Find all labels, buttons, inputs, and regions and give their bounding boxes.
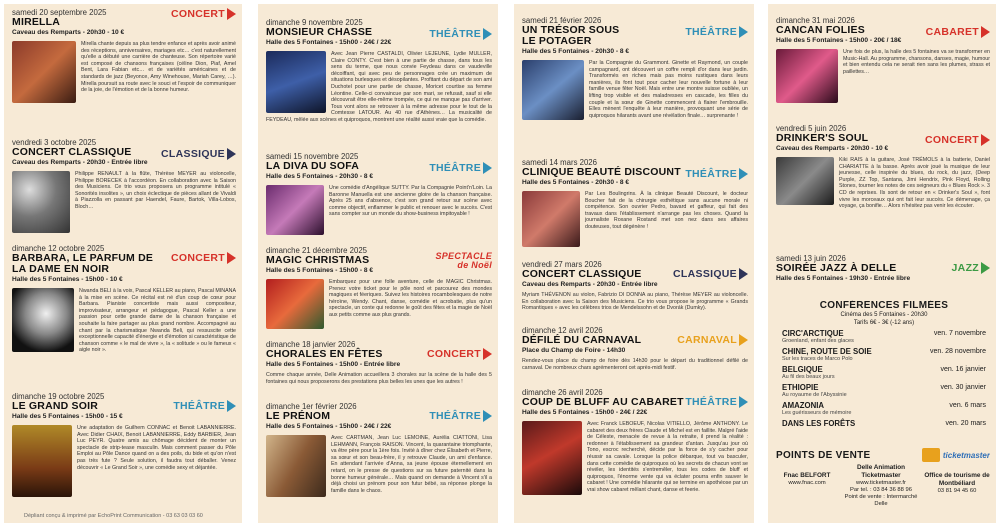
film-name: BELGIQUE bbox=[782, 365, 823, 374]
category-tag bbox=[171, 8, 236, 20]
event-photo bbox=[12, 171, 70, 233]
event-title: CANCAN FOLIES bbox=[776, 24, 865, 36]
event-photo bbox=[776, 157, 834, 205]
event-date: dimanche 1er février 2026 bbox=[266, 402, 357, 411]
tag-label: THÉÂTRE bbox=[429, 162, 481, 174]
event-photo bbox=[266, 51, 326, 113]
event-venue: Halle des 5 Fontaines - 15h00 - 15 € bbox=[12, 413, 123, 420]
event-clinique bbox=[522, 158, 748, 260]
event-date: vendredi 27 mars 2026 bbox=[522, 260, 602, 269]
event-title: CONCERT CLASSIQUE bbox=[522, 268, 642, 280]
ticketmaster-logo: ticketmaster bbox=[942, 450, 990, 460]
event-date: samedi 20 septembre 2025 bbox=[12, 8, 107, 17]
event-venue: Caveau des Remparts - 20h30 - 10 € bbox=[12, 29, 125, 36]
tag-label: CONCERT bbox=[170, 252, 225, 264]
film-name: CIRC'ARCTIQUE bbox=[782, 329, 844, 338]
category-tag bbox=[926, 26, 990, 38]
event-date: dimanche 9 novembre 2025 bbox=[266, 18, 363, 27]
event-date: dimanche 12 octobre 2025 bbox=[12, 244, 105, 253]
event-description: Rendez-vous place du champ de foire dès 14h30 pour le départ du traditionnel défilé de carnaval. De nombreux chars agrémenteront cet après-midi festif. bbox=[522, 358, 748, 371]
film-subtitle: Sur les traces de Marco Polo bbox=[782, 356, 853, 362]
event-title: LA DIVA DU SOFA bbox=[266, 160, 360, 172]
triangle-icon bbox=[739, 334, 748, 346]
event-jazz bbox=[776, 254, 990, 288]
event-title: MONSIEUR CHASSE bbox=[266, 26, 373, 38]
event-description: Une adaptation de Guilhem CONNAC et Benoit LABANNIERRE. Avec Didier CHAIX, Benoit LABANNIERRE, Eddy BARBIER, Jean Luc PEYR. Quatre amis au chômage décident de monter un spectacle de strip-tease masculin. Mais comment passer du Pôle Emploi au Pôle Dance quand on a des poils, du bide et qu'on n'est pas très fute ? Seule solution, il faudra tout déballer. Venez découvrir « Le Grand Soir », une comédie sexy et déjantée. bbox=[77, 425, 236, 471]
triangle-icon bbox=[739, 396, 748, 408]
event-title: SOIRÉE JAZZ À DELLE bbox=[776, 262, 897, 274]
event-venue: Halle des 5 Fontaines - 15h00 - Entrée libre bbox=[266, 361, 401, 368]
event-venue: Halle des 5 Fontaines - 15h00 - 20€ / 18€ bbox=[776, 37, 902, 44]
event-description: Comme chaque année, Delle Animation accueillera 3 chorales sur la scène de la halle des 5 fontaines qui nous proposerons des prestations plus belles les unes que les autres ! bbox=[266, 372, 492, 385]
triangle-icon bbox=[227, 8, 236, 20]
event-description: Une comédie d'Angélique SUTTY. Par la Compagnie Point'n'Loin. La Baronne Manuella est une ancienne gloire de la chanson française. Après 25 ans d'absence, c'est son grand retour sur scène avec comme objectif, enflammer le public et renouer avec le succès. C'est sans compter sur un monde du show-business impitoyable ! bbox=[329, 185, 492, 218]
event-venue: Halle des 5 Fontaines - 20h30 - 8 € bbox=[266, 173, 374, 180]
event-barbara bbox=[12, 244, 236, 388]
event-date: samedi 14 mars 2026 bbox=[522, 158, 597, 167]
event-title: CLINIQUE BEAUTÉ DISCOUNT bbox=[522, 166, 681, 178]
event-monsieur-chasse bbox=[266, 18, 492, 146]
event-venue: Halle des 5 Fontaines - 20h30 - 8 € bbox=[522, 48, 630, 55]
event-description: Myriam THÉVENON au violon, Fabrizio DI DONNA au piano, Thérèse MEYER au violoncelle. En collaboration avec la Saison des Musiciens. Ce trio vous propose le programme « Grands Romantiques » avec les célèbres trios de Mendelssohn et de Dvorák (Dumky). bbox=[522, 292, 748, 312]
triangle-icon bbox=[483, 162, 492, 174]
triangle-icon bbox=[227, 400, 236, 412]
event-title: CHORALES EN FÊTES bbox=[266, 348, 383, 360]
event-venue: Halle des 5 Fontaines - 19h30 - Entrée libre bbox=[776, 275, 911, 282]
event-venue: Halle des 5 Fontaines - 15h00 - 24€ / 22€ bbox=[522, 409, 648, 416]
event-title: UN TRÉSOR SOUS LE POTAGER bbox=[522, 24, 620, 47]
event-grand-soir bbox=[12, 392, 236, 508]
event-title: DRINKER'S SOUL bbox=[776, 132, 869, 144]
film-item bbox=[782, 348, 986, 363]
tag-label: THÉÂTRE bbox=[429, 28, 481, 40]
event-description: Par la Compagnie du Grammont. Ginette et Raymond, un couple campagnard, ont découvert un coffre rempli d'or dans leur jardin. Transformés en riches mais pas moins rustiques dans leurs manières, ils font tout pour cacher leur nouvelle fortune à leur famille venue fêter Noël. Mais entre une montre suisse oubliée, un lifting trop visible et des maladresses en cascade, les filles du couple et la sœur de Ginette commencent à flairer l'embrouille. Elles mènent l'enquête à leur manière, provoquant une série de quiproquos hilarants avant une révélation finale… surprenante ! bbox=[589, 60, 748, 119]
category-tag bbox=[429, 410, 492, 422]
tm-name: Ticketmaster bbox=[861, 472, 901, 479]
event-description: Kiki RAIS à la guitare, José TRÉMOLS à la batterie, Daniel CHARIATTE à la basse. Après avoir joué la musique de leur jeunesse, celle inspirée du blues, du rock, du jazz, (Deep Purple, ZZ Top, Santana, Jimi Hendrix, Pink Floyd, Rolling Stones, tourner les notes de ces seigneurs du « Blues Rock ». 3 CD de reprises. Ils sont de retour en « Drinker's Soul », font vivre les morceaux qui ont fait leur succès. Ce démenage, ça voyage, ça bonifie… Alors n'hésitez pas venir les écouter. bbox=[839, 157, 990, 210]
tag-label: THÉÂTRE bbox=[685, 168, 737, 180]
event-description: Par Les Boulingrins. À la clinique Beauté Discount, le docteur Boucher fait de la chirurgie esthétique sans aucune morale ni compétence. Son ouvrier Pedro, bavard et gaffeur, qui fait des travaux dans l'établissement n'arrange pas les choses. Quand la journaliste Roxane Rostand met son nez dans ses affaires douteuses, tout dégénère ! bbox=[585, 191, 748, 230]
category-tag bbox=[171, 252, 236, 264]
film-date: ven. 7 novembre bbox=[933, 330, 986, 337]
film-name: AMAZONIA bbox=[782, 401, 825, 410]
event-date: dimanche 21 décembre 2025 bbox=[266, 246, 367, 255]
ot-name: Office de tourisme de Montbéliard bbox=[924, 472, 990, 487]
triangle-icon bbox=[981, 26, 990, 38]
triangle-icon bbox=[739, 268, 748, 280]
event-title: CONCERT CLASSIQUE bbox=[12, 146, 132, 158]
film-date: ven. 20 mars bbox=[945, 420, 986, 427]
event-photo bbox=[522, 191, 580, 247]
event-venue: Caveau des Remparts - 20h30 - Entrée libre bbox=[12, 159, 148, 166]
event-date: samedi 13 juin 2026 bbox=[776, 254, 846, 263]
points-list bbox=[776, 464, 990, 516]
event-photo bbox=[12, 425, 72, 497]
tag-label: CABARET bbox=[925, 26, 979, 38]
event-description: Avec Jean Pierre CASTALDI, Olivier LEJEUNE, Lydie MULLER, Claire CONTY. C'est bien à une partie de chasse, dans tous les sens du terme, que nous convie Feydeau dans ce vaudeville décoiffant, qui avec peu de personnages crée un maximum de situations burlesques et désopilantes. Profitant du départ de son ami Duchotel pour une partie de chasse, Moricet courtise sa femme Léontine. Celle-ci convaincue par son mari, se refusait, sauf si elle découvrait être elle-même trompée, ce qui ne manque pas d'arriver. Tous vont alors se retrouver à la même adresse pour le tout de la Comtesse LATOUR. Au 40 rue d'Athènes… La musicalité de FEYDEAU, mêlée aux scènes et quiproquos, montrent une réalité aussi vraie que la comédie. bbox=[266, 51, 492, 123]
panel-3 bbox=[514, 4, 754, 523]
event-diva-sofa bbox=[266, 152, 492, 244]
category-tag bbox=[673, 268, 748, 280]
triangle-icon bbox=[483, 410, 492, 422]
category-tag bbox=[685, 168, 748, 180]
event-concert-classique-2 bbox=[522, 260, 748, 324]
category-tag bbox=[677, 334, 748, 346]
film-subtitle: Groenland, enfant des glaces bbox=[782, 338, 854, 344]
event-date: dimanche 18 janvier 2026 bbox=[266, 340, 356, 349]
film-name: DANS LES FORÊTS bbox=[782, 419, 856, 428]
event-magic-christmas bbox=[266, 246, 492, 338]
category-tag bbox=[952, 262, 990, 274]
event-title: LE GRAND SOIR bbox=[12, 400, 99, 412]
event-title: MIRELLA bbox=[12, 16, 61, 28]
ot-phone: 03 81 94 45 60 bbox=[937, 488, 977, 494]
event-photo bbox=[522, 421, 582, 495]
event-date: dimanche 26 avril 2026 bbox=[522, 388, 603, 397]
panel-2 bbox=[258, 4, 498, 523]
film-item bbox=[782, 330, 986, 345]
event-title: MAGIC CHRISTMAS bbox=[266, 254, 370, 266]
event-photo bbox=[522, 60, 584, 120]
tag-label: THÉÂTRE bbox=[173, 400, 225, 412]
category-tag bbox=[173, 400, 236, 412]
films-venue: Cinéma des 5 Fontaines - 20h30 bbox=[840, 312, 928, 318]
category-tag bbox=[429, 28, 492, 40]
tag-label: CONCERT bbox=[924, 134, 979, 146]
triangle-icon bbox=[227, 252, 236, 264]
event-date: dimanche 31 mai 2026 bbox=[776, 16, 855, 25]
event-venue: Halle des 5 Fontaines - 15h00 - 10 € bbox=[12, 276, 123, 283]
points-de-vente bbox=[776, 448, 990, 520]
film-date: ven. 16 janvier bbox=[940, 366, 986, 373]
triangle-icon bbox=[981, 262, 990, 274]
event-title: BARBARA, LE PARFUM DE LA DAME EN NOIR bbox=[12, 252, 154, 275]
tag-label: THÉÂTRE bbox=[685, 26, 737, 38]
event-description: Avec Franck LEBOEUF, Nicolas VITIELLO, Jérôme ANTHONY. Le cabaret des deux frères Claude et Michel est en faillite. Malgré l'aide de Céleste, menacée de revue à la retraite, il prend la réalité : redonner à l'établissement sa grandeur d'antan. Jusqu'au jour où Tono, escroc recherché, décide par la force de s'y cacher pour réussir sa cavale. Lorsque la police débarque, tout va basculer, dans cette comédie de quiproquos où les secrets de chacun vont se révéler, les identités s'entremêler, tous les codes de bluff et quiproquos, l'énorme vente qui va éclater pourra enfin sauver le cabaret ! Une comédie hilarante qui se termine en apothéose par un vrai show cabaret mêlant chant, danse et feerie. bbox=[587, 421, 748, 493]
tag-label: SPECTACLE de Noël bbox=[435, 251, 492, 270]
tag-label: CONCERT bbox=[170, 8, 225, 20]
tag-label: THÉÂTRE bbox=[429, 410, 481, 422]
fnac-url[interactable]: www.fnac.com bbox=[788, 480, 826, 486]
category-tag bbox=[925, 134, 990, 146]
event-venue: Halle des 5 Fontaines - 15h00 - 8 € bbox=[266, 267, 374, 274]
event-description: Embarquez pour une folle aventure, celle de MAGIC Christmas. Prenez votre ticket pour le pôle nord et parcourez des mondes magiques et féeriques. Suivez les histoires rocambolesques de notre héroïne, Wendy. Chant, danse, comédie et acrobatie, plus qu'un spectacle, un conte qui redonne le goût des fêtes et la magie de Noël aux petits comme aux plus grands. bbox=[329, 279, 492, 318]
ticket-icon bbox=[922, 448, 940, 462]
event-date: vendredi 5 juin 2026 bbox=[776, 124, 847, 133]
tag-label: CONCERT bbox=[426, 348, 481, 360]
event-date: dimanche 12 avril 2026 bbox=[522, 326, 603, 335]
event-title: DÉFILÉ DU CARNAVAL bbox=[522, 334, 642, 346]
event-date: samedi 15 novembre 2025 bbox=[266, 152, 359, 161]
triangle-icon bbox=[483, 28, 492, 40]
tm-phone: Par tel. : 03 84 36 88 96 bbox=[850, 487, 912, 493]
panel-1 bbox=[4, 4, 242, 523]
event-chorales bbox=[266, 340, 492, 400]
film-item bbox=[782, 366, 986, 381]
event-photo bbox=[266, 185, 324, 235]
triangle-icon bbox=[739, 168, 748, 180]
footer-credit: Dépliant conçu & imprimé par EchoPrint Communication - 03 63 03 03 60 bbox=[24, 513, 203, 519]
event-mirella bbox=[12, 8, 236, 132]
event-photo bbox=[266, 435, 326, 497]
category-tag bbox=[685, 396, 748, 408]
films-price: Tarifs 6€ - 3€ (-12 ans) bbox=[853, 320, 915, 326]
fnac-name: Fnac BELFORT bbox=[783, 472, 831, 479]
event-venue: Caveau des Remparts - 20h30 - Entrée libre bbox=[522, 281, 658, 288]
event-description: Philippe RENAULT à la flûte, Thérèse MEYER au violoncelle, Philippe BORECEK à l'accordéon. En collaboration avec la Saison des Musiciens. Ce trio vous proposera un programme intitulé « Sonorités insolites », un choix éclectique de pièces allant de Vivaldi à Piazzolla en passant par Haendel, Faure, Bartok, Villa-Lobos, Bloch… bbox=[75, 171, 236, 210]
triangle-icon bbox=[739, 26, 748, 38]
event-cancan bbox=[776, 16, 990, 120]
film-subtitle: Les guérisseurs de mémoire bbox=[782, 410, 852, 416]
event-tresor bbox=[522, 16, 748, 156]
tm-url[interactable]: www.ticketmaster.fr bbox=[856, 480, 906, 486]
tag-label: CLASSIQUE bbox=[161, 148, 225, 160]
event-concert-classique-1 bbox=[12, 138, 236, 242]
tag-label: THÉÂTRE bbox=[685, 396, 737, 408]
event-title: COUP DE BLUFF AU CABARET bbox=[522, 396, 684, 408]
event-venue: Place du Champ de Foire - 14h30 bbox=[522, 347, 626, 354]
panel-4 bbox=[768, 4, 996, 523]
category-tag bbox=[422, 252, 492, 270]
film-subtitle: Au fil des beaux jours bbox=[782, 374, 835, 380]
category-tag bbox=[429, 162, 492, 174]
film-date: ven. 30 janvier bbox=[940, 384, 986, 391]
film-date: ven. 6 mars bbox=[949, 402, 986, 409]
film-name: ETHIOPIE bbox=[782, 383, 819, 392]
event-description: Une fois de plus, la halle des 5 fontaines va se transformer en Music-Hall. Au programme, chansons, danses, magie, humour et bien entendu cela ne serait rien sans les plumes, strass et paillettes… bbox=[843, 49, 990, 75]
film-subtitle: Au royaume de l'Abyssinie bbox=[782, 392, 847, 398]
event-bluff bbox=[522, 388, 748, 520]
film-item bbox=[782, 402, 986, 417]
category-tag bbox=[161, 148, 236, 160]
event-description: Avec CARTMAN, Jean Luc LEMOINE, Aurélia CIATTONI, Lisa LEHMANN, François RAISON. Vincent, la quarantaine triomphante, va être père pour la 1ère fois. Invité à dîner chez Élisabeth et Pierre, sa sœur et son beau-frère, il y retrouve Claude, un ami d'enfance. En attendant l'arrivée d'Anna, sa jeune épouse éternellement en retard, on le presse de questions sur sa future paternité dans la bonne humeur générale… Mais quand on demande à Vincent s'il a déjà choisi un prénom pour son futur bébé, sa réponse plonge la famille dans le chaos. bbox=[331, 435, 492, 494]
triangle-icon bbox=[981, 134, 990, 146]
film-date: ven. 28 novembre bbox=[929, 348, 986, 355]
tag-label: JAZZ bbox=[951, 262, 979, 274]
category-tag bbox=[427, 348, 492, 360]
film-name: CHINE, ROUTE DE SOIE bbox=[782, 347, 872, 356]
event-date: dimanche 19 octobre 2025 bbox=[12, 392, 105, 401]
event-photo bbox=[776, 49, 838, 103]
event-venue: Halle des 5 Fontaines - 15h00 - 24€ / 22€ bbox=[266, 423, 392, 430]
points-title: POINTS DE VENTE bbox=[776, 449, 871, 461]
event-description: Nwanda BELI à la voix, Pascal KELLER au piano, Pascal MINANA à la mise en scène. Ce récital est né d'un coup de cœur pour Barbara. Pianiste concertiste mais aussi compositeur, improvisateur, arrangeur et pédagogue, Pascal Keller a une passion pour cette grande dame de la chanson française et souhaite la faire partager au plus grand nombre. Accompagné au chant par la charismatique Nwanda Beli, qui ressuscite cette exceptionnelle capacité d'énergie et d'émotion si caractéristique de chanson comme « le mal de vivre », la « solitude » ou le fameux « aigle noir ». bbox=[79, 288, 236, 354]
tm-point: Point de vente : Intermarché Delle bbox=[844, 494, 918, 507]
event-venue: Caveau des Remparts - 20h30 - 10 € bbox=[776, 145, 889, 152]
event-description: Mirella chante depuis sa plus tendre enfance et après avoir animé des réceptions, anniversaires, mariages etc… c'est naturellement qu'elle a débuté une carrière de chanteuse. Son répertoire varié est composé de chansons françaises (céline Dion, Piaf, Amel Bent, Lara Fabian etc… et de variétés américaines et de standards de jazz (Beyonce, Amy Winehouse, Mariah Carey, …). Mirella poursuit sa route avec le souci et l'espoir de communiquer de la joie, de l'émotion et de la bonne humeur. bbox=[81, 41, 236, 94]
event-date: samedi 21 février 2026 bbox=[522, 16, 602, 25]
tag-label: CLASSIQUE bbox=[673, 268, 737, 280]
event-prenom bbox=[266, 402, 492, 518]
event-photo bbox=[12, 288, 74, 352]
delle-animation: Delle Animation bbox=[856, 464, 906, 471]
film-item bbox=[782, 384, 986, 399]
film-item bbox=[782, 420, 986, 428]
event-carnaval bbox=[522, 326, 748, 388]
films-section bbox=[782, 300, 986, 444]
event-venue: Halle des 5 Fontaines - 20h30 - 8 € bbox=[522, 179, 630, 186]
event-photo bbox=[266, 279, 324, 329]
event-title: LE PRÉNOM bbox=[266, 410, 331, 422]
event-venue: Halle des 5 Fontaines - 15h00 - 24€ / 22€ bbox=[266, 39, 392, 46]
event-photo bbox=[12, 41, 76, 103]
tag-label: CARNAVAL bbox=[677, 334, 737, 346]
event-drinkers bbox=[776, 124, 990, 252]
event-date: vendredi 3 octobre 2025 bbox=[12, 138, 97, 147]
triangle-icon bbox=[483, 348, 492, 360]
category-tag bbox=[685, 26, 748, 38]
triangle-icon bbox=[227, 148, 236, 160]
films-title: CONFÉRENCES FILMÉES bbox=[819, 300, 949, 311]
